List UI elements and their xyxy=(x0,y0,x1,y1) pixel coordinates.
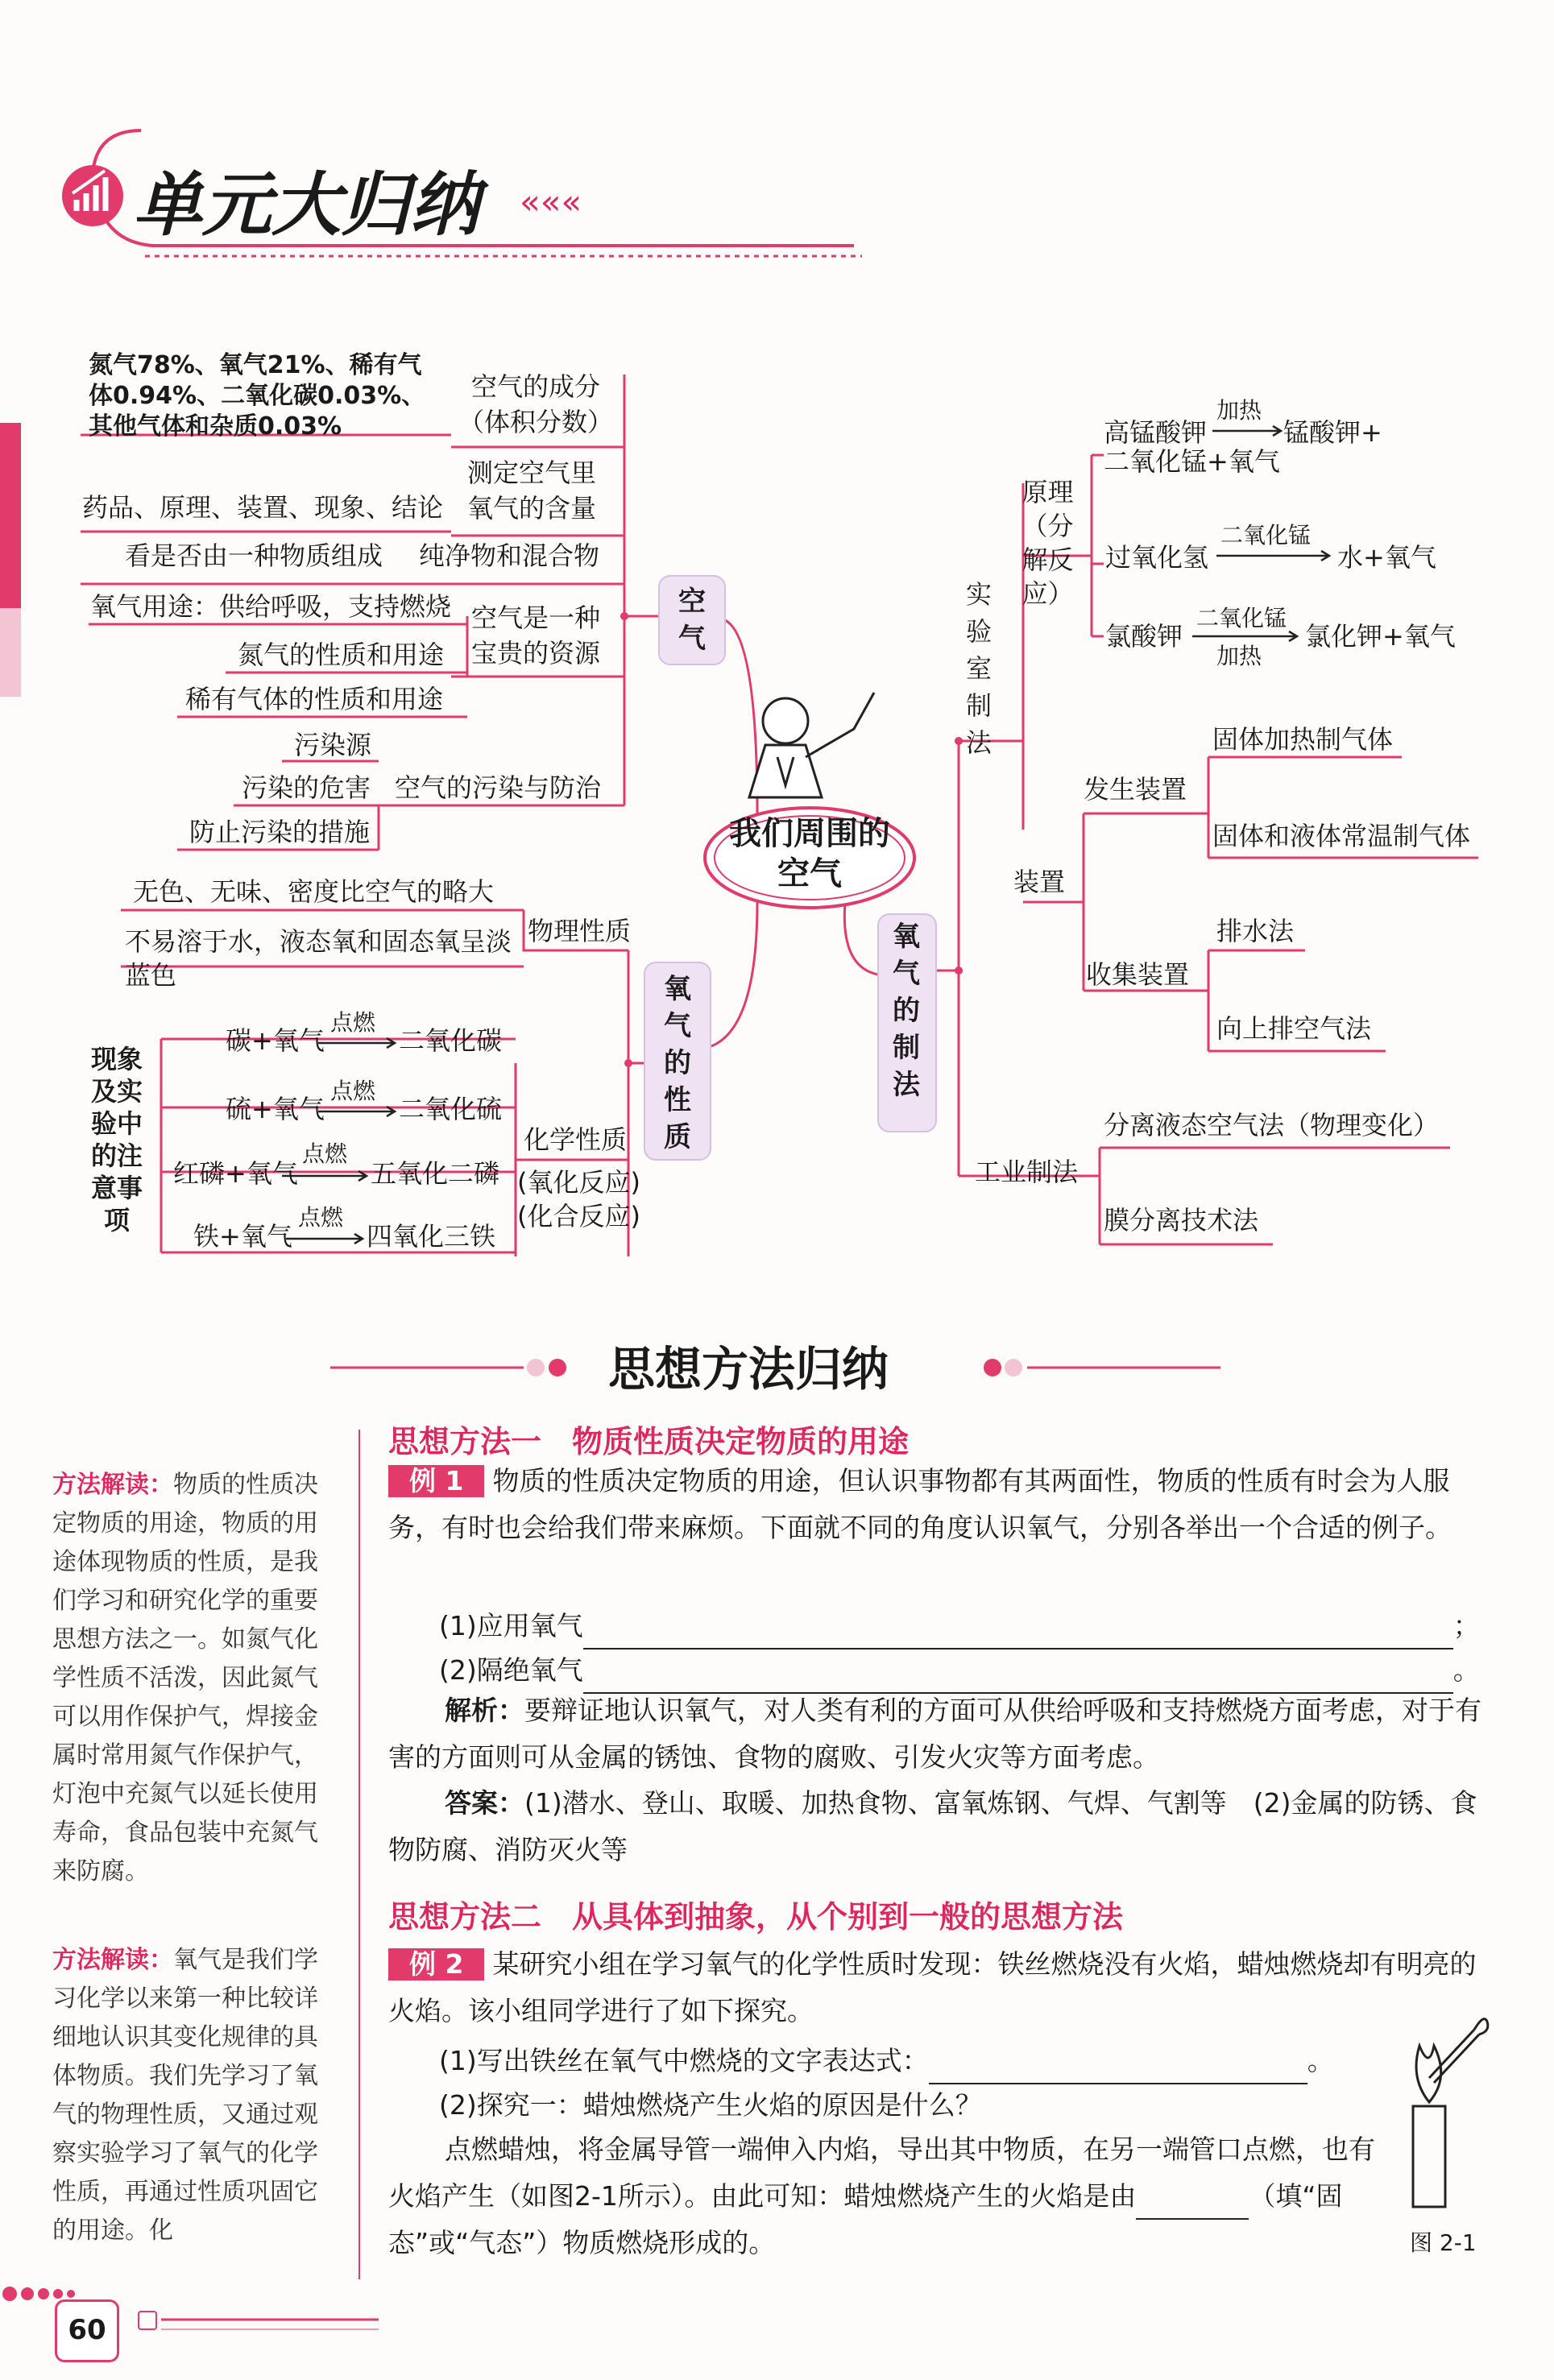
method1-q2-label: (2)隔绝氧气 xyxy=(439,1654,583,1686)
principle-3-left: 氯酸钾 xyxy=(1105,621,1183,652)
method1-analysis xyxy=(388,1687,1492,1781)
device-label: 装置 xyxy=(1013,867,1066,897)
air-pollution-item-2: 污染的危害 xyxy=(242,772,371,803)
principle-1-right2: 二氧化锰+氧气 xyxy=(1104,446,1280,477)
example-2-badge: 例 2 xyxy=(388,1948,484,1981)
section2-title: 思想方法归纳 xyxy=(608,1342,889,1397)
sidebar-note-2-label: 方法解读： xyxy=(52,1946,173,1974)
reaction-2-left: 硫+氧气 xyxy=(226,1094,325,1124)
method2-q1-label: (1)写出铁丝在氧气中燃烧的文字表达式： xyxy=(439,2045,929,2076)
air-pollution-item-3: 防止污染的措施 xyxy=(189,817,371,847)
method2-question-block xyxy=(388,1941,1492,2034)
industrial-item-1: 分离液态空气法（物理变化） xyxy=(1104,1110,1440,1140)
reaction-3-cond: 点燃 xyxy=(302,1140,348,1167)
reaction-3-left: 红磷+氧气 xyxy=(173,1158,298,1189)
method2-q1 xyxy=(439,2038,1390,2084)
physical-item-1: 无色、无味、密度比空气的略大 xyxy=(133,876,495,907)
branch-air: 空气 xyxy=(678,586,706,655)
collector-title: 收集装置 xyxy=(1086,959,1190,990)
method1-question-block xyxy=(388,1458,1492,1551)
method1-q1-label: (1)应用氧气 xyxy=(439,1610,583,1641)
chemical-title: 化学性质 xyxy=(524,1124,628,1155)
reaction-1-right: 二氧化碳 xyxy=(399,1025,503,1056)
physical-item-2: 不易溶于水，液态氧和固态氧呈淡蓝色 xyxy=(125,926,512,991)
candle-figure xyxy=(1394,2014,1506,2215)
chemical-side-label: 现象及实验中的注意事项 xyxy=(90,1044,143,1236)
analysis-text: 要辩证地认识氧气，对人类有利的方面可从供给呼吸和支持燃烧方面考虑，对于有害的方面则可从金属的锈蚀、食物的腐败、引发火灾等方面考虑。 xyxy=(388,1695,1481,1773)
chemical-note-1: (氧化反应) xyxy=(517,1167,640,1198)
air-components-title: 空气的成分（体积分数） xyxy=(458,371,613,437)
reaction-4-cond: 点燃 xyxy=(298,1204,344,1231)
principle-1-cond: 加热 xyxy=(1216,397,1262,424)
air-components-content: 氮气78%、氧气21%、稀有气体0.94%、二氧化碳0.03%、其他气体和杂质0.03% xyxy=(89,351,426,441)
branch-oxygen-props: 氧气的性质 xyxy=(664,973,691,1153)
answer-blank-1[interactable] xyxy=(583,1620,1453,1649)
reaction-4-right: 四氧化三铁 xyxy=(367,1221,496,1252)
air-pure-title: 纯净物和混合物 xyxy=(419,540,600,571)
branch-oxygen-prep: 氧气的制法 xyxy=(893,921,920,1101)
reaction-1-left: 碳+氧气 xyxy=(226,1025,325,1056)
air-pure-content: 看是否由一种物质组成 xyxy=(125,540,383,571)
method1-q1-end: ； xyxy=(1452,1610,1480,1641)
method2-p3-text: 点燃蜡烛，将金属导管一端伸入内焰，导出其中物质，在另一端管口点燃，也有火焰产生（如图2-1所示）。由此可知：蜡烛燃烧产生的火焰是由 xyxy=(388,2134,1375,2212)
reaction-3-right: 五氧化二磷 xyxy=(371,1158,500,1189)
principle-1-right: 锰酸钾+ xyxy=(1283,417,1382,448)
air-resource-title: 空气是一种宝贵的资源 xyxy=(471,602,601,668)
air-pollution-item-1: 污染源 xyxy=(294,730,372,760)
physical-title: 物理性质 xyxy=(528,916,632,946)
figure-label: 图 2-1 xyxy=(1410,2229,1477,2256)
method1-answer xyxy=(388,1780,1492,1873)
reaction-1-cond: 点燃 xyxy=(330,1009,376,1036)
principle-1-left: 高锰酸钾 xyxy=(1104,417,1208,448)
answer-blank-3[interactable] xyxy=(929,2055,1307,2084)
sidebar-note-2 xyxy=(52,1941,330,2250)
sidebar-divider xyxy=(358,1430,360,2279)
page-number-badge xyxy=(55,2299,119,2362)
answer-label: 答案： xyxy=(445,1787,524,1819)
principle-label: 原理（分解反应） xyxy=(1021,477,1074,609)
chemical-note-2: (化合反应) xyxy=(517,1201,640,1231)
method2-q1-end: 。 xyxy=(1307,2045,1334,2076)
method1-heading: 思想方法一 物质性质决定物质的用途 xyxy=(388,1424,910,1459)
answer-blank-4[interactable] xyxy=(1136,2191,1249,2220)
principle-2-right: 水+氧气 xyxy=(1337,542,1436,573)
principle-2-left: 过氧化氢 xyxy=(1105,542,1209,573)
sidebar-note-1 xyxy=(52,1466,330,1891)
air-pollution-title: 空气的污染与防治 xyxy=(395,772,602,803)
sidebar-note-2-text: 氧气是我们学习化学以来第一种比较详细地认识其变化规律的具体物质。我们先学习了氧气的物理性质，又通过观察实验学习了氧气的化学性质，再通过性质巩固它的用途。化 xyxy=(52,1946,318,2245)
air-measure-title: 测定空气里氧气的含量 xyxy=(467,457,597,524)
method2-question: 某研究小组在学习氧气的化学性质时发现：铁丝燃烧没有火焰，蜡烛燃烧却有明亮的火焰。该小组同学进行了如下探究。 xyxy=(388,1948,1477,2026)
air-resource-item-1: 氧气用途：供给呼吸，支持燃烧 xyxy=(90,591,452,622)
industrial-title: 工业制法 xyxy=(975,1157,1079,1187)
page-title: 单元大归纳 xyxy=(133,165,479,246)
mindmap-center-label: 我们周围的空气 xyxy=(729,815,890,892)
method1-question: 物质的性质决定物质的用途，但认识事物都有其两面性，物质的性质有时会为人服务，有时也会给我们带来麻烦。下面就不同的角度认识氧气，分别各举出一个合适的例子。 xyxy=(388,1465,1452,1543)
method2-heading: 思想方法二 从具体到抽象，从个别到一般的思想方法 xyxy=(388,1899,1124,1935)
air-measure-content: 药品、原理、装置、现象、结论 xyxy=(82,492,444,523)
method1-q1 xyxy=(439,1603,1494,1649)
principle-2-cond: 二氧化锰 xyxy=(1220,522,1312,548)
method2-q2: (2)探究一：蜡烛燃烧产生火焰的原因是什么？ xyxy=(439,2089,982,2121)
method1-q2-end: 。 xyxy=(1452,1654,1480,1686)
industrial-item-2: 膜分离技术法 xyxy=(1104,1205,1259,1236)
sidebar-note-1-label: 方法解读： xyxy=(52,1471,173,1499)
method2-p3 xyxy=(388,2126,1387,2266)
reaction-2-right: 二氧化硫 xyxy=(399,1094,503,1124)
principle-3-cond: 二氧化锰 xyxy=(1196,605,1287,631)
page-number: 60 xyxy=(68,2314,106,2346)
principle-3-right: 氯化钾+氧气 xyxy=(1305,621,1456,652)
lab-prep-label: 实验室制法 xyxy=(965,579,992,758)
generator-item-2: 固体和液体常温制气体 xyxy=(1212,821,1471,851)
collector-item-1: 排水法 xyxy=(1216,916,1295,946)
example-1-badge: 例 1 xyxy=(388,1465,484,1497)
svg-text:«««: ««« xyxy=(520,182,582,221)
air-resource-item-2: 氮气的性质和用途 xyxy=(238,639,445,670)
teacher-figure xyxy=(749,693,874,797)
generator-item-1: 固体加热制气体 xyxy=(1212,724,1394,755)
reaction-4-left: 铁+氧气 xyxy=(193,1221,292,1252)
collector-item-2: 向上排空气法 xyxy=(1216,1013,1372,1044)
sidebar-note-1-text: 物质的性质决定物质的用途，物质的用途体现物质的性质，是我们学习和研究化学的重要思想方法之一。如氮气化学性质不活泼，因此氮气可以用作保护气，焊接金属时常用氮气作保护气，灯泡中充氮气以延长使用寿命，食品包装中充氮气来防腐。 xyxy=(52,1471,318,1885)
answer-text: (1)潜水、登山、取暖、加热食物、富氧炼钢、气焊、气割等 (2)金属的防锈、食物防腐、消防灭火等 xyxy=(388,1787,1477,1865)
analysis-label: 解析： xyxy=(445,1695,524,1726)
generator-title: 发生装置 xyxy=(1084,774,1187,805)
principle-3-cond2: 加热 xyxy=(1216,643,1262,669)
air-resource-item-3: 稀有气体的性质和用途 xyxy=(185,684,444,714)
method2-p3-end: （填“固态”或“气态”）物质燃烧形成的。 xyxy=(388,2180,1343,2258)
reaction-2-cond: 点燃 xyxy=(330,1078,376,1104)
